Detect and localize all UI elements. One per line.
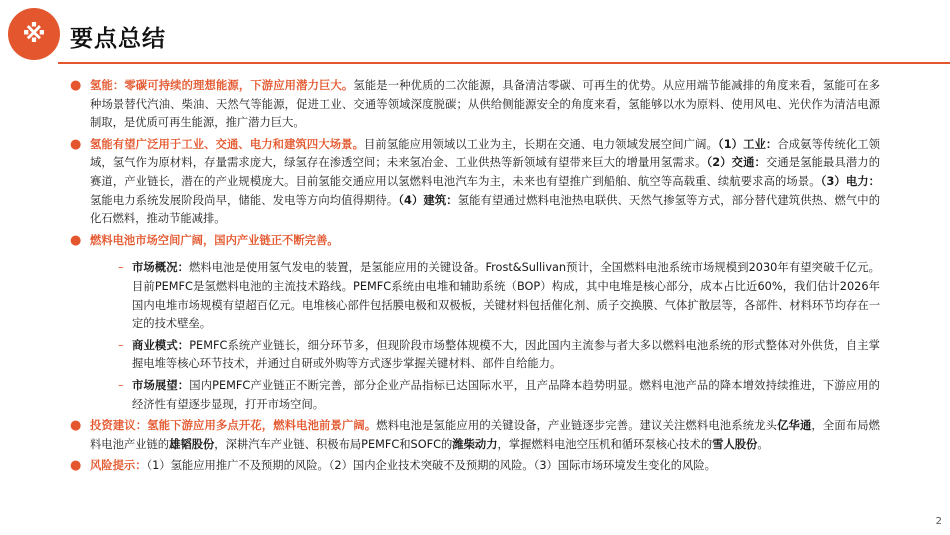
sub-bullet-dash-icon: – <box>118 378 124 392</box>
bullet-hydrogen-energy <box>70 77 880 133</box>
sub-bullet-dash-icon: – <box>118 261 124 275</box>
sub-bullet-business-model <box>70 337 880 374</box>
bullet-text: ，深耕汽车产业链、积极布局PEMFC和SOFC的 <box>214 437 453 451</box>
bullet-investment-advice <box>70 417 880 454</box>
bullet-heading: 燃料电池市场空间广阔，国内产业链正不断完善。 <box>90 233 339 247</box>
sub-bullet-label: 市场展望： <box>132 378 190 392</box>
sub-bullet-text: 国内PEMFC产业链正不断完善，部分企业产品指标已达国际水平，且产品降本趋势明显。燃料电池产品的降本增效持续推进，下游应用的经济性有望逐步显现，打开市场空间。 <box>132 378 880 411</box>
bullet-dot-icon: ● <box>70 232 82 248</box>
bullet-dot-icon: ● <box>70 458 82 474</box>
bullet-text: ，全面布局燃料电池产业链的 <box>90 419 880 451</box>
scenario-label-building: （4）建筑： <box>398 193 458 207</box>
bullet-heading: 投资建议：氢能下游应用多点开花，燃料电池前景广阔。 <box>90 419 377 433</box>
company-name: 潍柴动力 <box>452 437 498 451</box>
bullet-heading: 氢能：零碳可持续的理想能源，下游应用潜力巨大。 <box>90 79 354 92</box>
sub-bullet-market-overview <box>70 259 880 333</box>
bullet-text: 交通是氢能最具潜力的赛道，产业链长，潜在的产业规模庞大。目前氢能交通应用以氢燃料电池汽车为主，未来也有望推广到船舶、航空等高载重、续航要求高的场景。 <box>90 156 880 188</box>
scenario-label-power: （3）电力： <box>820 174 880 188</box>
bullet-four-scenarios <box>70 136 880 229</box>
header <box>0 0 950 70</box>
bullet-fuel-cell-market <box>70 232 880 251</box>
sub-bullet-market-outlook <box>70 377 880 414</box>
bullet-text: ，掌握燃料电池空压机和循环泵核心技术的 <box>497 437 713 451</box>
bullet-text: 目前氢能应用领域以工业为主，长期在交通、电力领域发展空间广阔。 <box>364 137 718 151</box>
sub-bullet-label: 市场概况： <box>132 261 190 275</box>
bullet-text: （1）氢能应用推广不及预期的风险。（2）国内企业技术突破不及预期的风险。（3）国际市场环境发生变化的风险。 <box>146 459 716 473</box>
reference-mark-icon: ※ <box>8 8 60 60</box>
bullet-text: 氢能电力系统发展阶段尚早，储能、发电等方向均值得期待。 <box>90 193 399 207</box>
bullet-text: 合成氨等传统化工领域，氢气作为原材料，存量需求庞大，绿氢存在渗透空间；未来氢冶金、工业供热等新领域有望带来巨大的增量用氢需求。 <box>90 137 880 170</box>
bullet-text: 。 <box>757 437 769 451</box>
bullet-heading: 氢能有望广泛用于工业、交通、电力和建筑四大场景。 <box>90 137 364 151</box>
bullet-text: 燃料电池是氢能应用的关键设备，产业链逐步完善。建议关注燃料电池系统龙头 <box>376 419 778 433</box>
company-name: 亿华通 <box>777 419 812 433</box>
bullet-dot-icon: ● <box>70 136 82 152</box>
company-name: 雄韬股份 <box>169 437 215 451</box>
page-number: 2 <box>935 516 942 527</box>
page-title: 要点总结 <box>70 26 166 52</box>
sub-bullet-label: 商业模式： <box>132 338 190 352</box>
bullet-dot-icon: ● <box>70 78 82 93</box>
summary-content <box>70 77 880 479</box>
sub-bullet-text: PEMFC系统产业链长，细分环节多，但现阶段市场整体规模不大，因此国内主流参与者大多以燃料电池系统的形式整体对外供货，自主掌握电堆等核心环节技术，并通过自研或外购等方式逐步掌握关键材料、部件自给能力。 <box>132 338 880 371</box>
bullet-text: 氢能有望通过燃料电池热电联供、天然气掺氢等方式，部分替代建筑供热、燃气中的化石燃料，推动节能减排。 <box>90 193 880 226</box>
scenario-label-industry: （1）工业： <box>717 137 778 151</box>
scenario-label-transport: （2）交通： <box>706 156 766 170</box>
company-name: 雪人股份 <box>712 437 758 451</box>
header-divider <box>58 62 950 64</box>
sub-bullet-text: 燃料电池是使用氢气发电的装置，是氢能应用的关键设备。Frost&Sullivan预计，全国燃料电池系统市场规模到2030年有望突破千亿元。目前PEMFC是氢燃料电池的主流技术路线。PEMFC系统由电堆和辅助系统（BOP）构成，其中电堆是核心部分，成本占比近60%，我们估计2026年国内电堆市场规模有望超百亿元。电堆核心部件包括膜电极和双极板，关键材料包括催化剂、质子交换膜、气体扩散层等，各部件、材料环节均存在一定的技术壁垒。 <box>132 261 880 331</box>
bullet-dot-icon: ● <box>70 418 82 434</box>
bullet-risk-warning <box>70 457 880 476</box>
bullet-heading: 风险提示： <box>90 459 147 473</box>
sub-bullet-dash-icon: – <box>118 338 124 352</box>
bullet-text: 氢能是一种优质的二次能源，具备清洁零碳、可再生的优势。从应用端节能减排的角度来看，氢能可在多种场景替代汽油、柴油、天然气等能源，促进工业、交通等领域深度脱碳；从供给侧能源安全的角度来看，氢能够以水为原料、使用风电、光伏作为清洁电源制取，是优质可再生能源，推广潜力巨大。 <box>90 79 880 130</box>
